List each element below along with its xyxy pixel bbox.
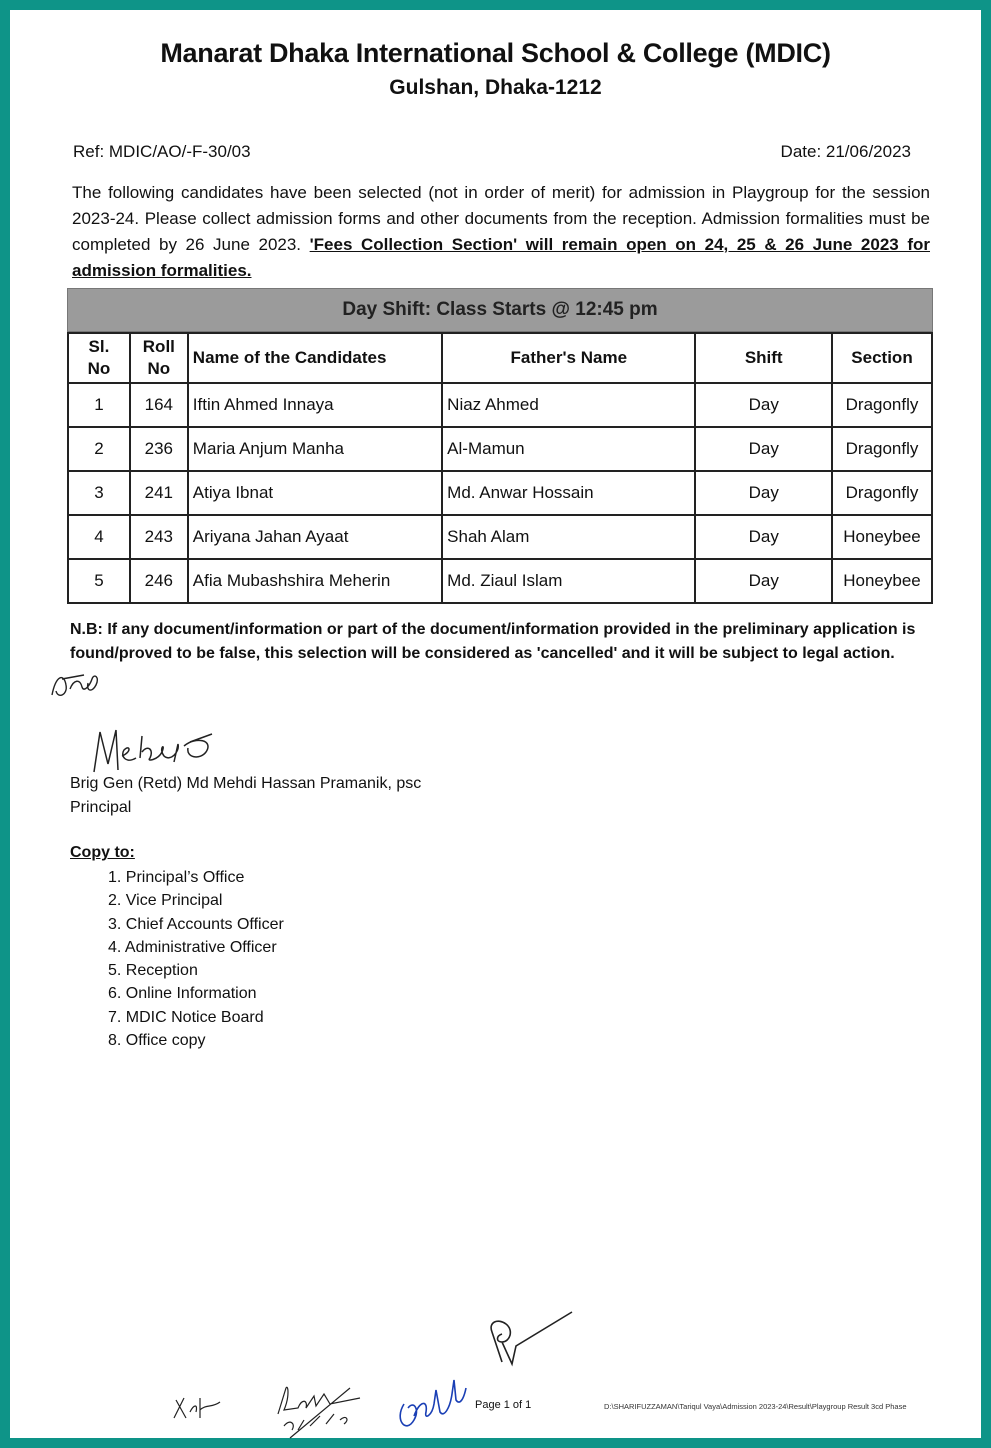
cell-sl: 5: [68, 559, 130, 603]
table-row: [68, 515, 932, 559]
cell-name: Afia Mubashshira Meherin: [188, 559, 442, 603]
signatory-block: [70, 772, 421, 820]
cell-father: Shah Alam: [442, 515, 695, 559]
copy-to-item: 3. Chief Accounts Officer: [108, 915, 284, 933]
reference-number: Ref: MDIC/AO/-F-30/03: [73, 142, 251, 161]
table-row: [68, 471, 932, 515]
col-header-name: Name of the Candidates: [188, 333, 442, 383]
cell-shift: Day: [695, 427, 832, 471]
cell-section: Dragonfly: [832, 383, 932, 427]
table-header-row: [68, 333, 932, 383]
col-header-sl: Sl. No: [68, 333, 130, 383]
cell-roll: 246: [130, 559, 188, 603]
copy-to-item: 7. MDIC Notice Board: [108, 1008, 264, 1026]
cell-section: Honeybee: [832, 559, 932, 603]
cell-roll: 236: [130, 427, 188, 471]
cell-roll: 241: [130, 471, 188, 515]
cell-shift: Day: [695, 471, 832, 515]
cell-sl: 4: [68, 515, 130, 559]
signatory-name: Brig Gen (Retd) Md Mehdi Hassan Pramanik, psc: [70, 775, 422, 792]
col-header-shift: Shift: [695, 333, 832, 383]
cell-roll: 243: [130, 515, 188, 559]
cell-name: Ariyana Jahan Ayaat: [188, 515, 442, 559]
col-header-father: Father's Name: [442, 333, 695, 383]
cell-shift: Day: [695, 559, 832, 603]
col-header-roll: Roll No: [130, 333, 188, 383]
footer-signature-3-icon: [472, 1302, 582, 1382]
signatory-title: Principal: [70, 799, 132, 816]
copy-to-item: 1. Principal’s Office: [108, 869, 245, 886]
table-row: [68, 383, 932, 427]
school-address: Gulshan, Dhaka-1212: [389, 76, 602, 99]
copy-to-item: 4. Administrative Officer: [108, 938, 277, 956]
document-date: Date: 21/06/2023: [780, 142, 911, 161]
candidates-table: [67, 332, 933, 604]
cell-shift: Day: [695, 383, 832, 427]
intro-emphasis: 'Fees Collection Section' will remain open on 24, 25 & 26 June 2023 for admission formalities.: [72, 235, 930, 280]
copy-to-item: 6. Online Information: [108, 985, 257, 1003]
cell-sl: 1: [68, 383, 130, 427]
document-page: [10, 10, 981, 1438]
footer-signature-1-icon: [170, 1390, 230, 1425]
page-number: Page 1 of 1: [475, 1399, 532, 1411]
initials-signature-icon: [44, 665, 104, 705]
cell-name: Maria Anjum Manha: [188, 427, 442, 471]
copy-to-item: 2. Vice Principal: [108, 892, 223, 910]
cell-sl: 3: [68, 471, 130, 515]
cell-name: Atiya Ibnat: [188, 471, 442, 515]
copy-to-title: Copy to:: [70, 844, 135, 861]
copy-to-list: [108, 866, 284, 1052]
cell-father: Al-Mamun: [442, 427, 695, 471]
candidates-table-wrapper: [67, 288, 933, 604]
intro-paragraph: [72, 180, 930, 284]
cell-section: Dragonfly: [832, 471, 932, 515]
file-path: D:\SHARIFUZZAMAN\Tariqul Vaya\Admission 2023-24\Result\Playgroup Result 3cd Phase: [604, 1402, 907, 1411]
cell-shift: Day: [695, 515, 832, 559]
cell-roll: 164: [130, 383, 188, 427]
copy-to-item: 8. Office copy: [108, 1032, 206, 1050]
cell-name: Iftin Ahmed Innaya: [188, 383, 442, 427]
intro-text: The following candidates have been selected (not in order of merit) for admission in Playgroup for the session 2023-24. Please collect admission forms and other documents from the reception. Admission formalities must be completed by 26 June 2023.: [72, 183, 930, 254]
col-header-section: Section: [832, 333, 932, 383]
cell-father: Niaz Ahmed: [442, 383, 695, 427]
cell-father: Md. Anwar Hossain: [442, 471, 695, 515]
cell-section: Honeybee: [832, 515, 932, 559]
table-caption: Day Shift: Class Starts @ 12:45 pm: [67, 288, 933, 332]
footer-signature-2-icon: [270, 1380, 380, 1440]
footer-signature-blue-icon: [390, 1360, 480, 1440]
school-name: Manarat Dhaka International School & College (MDIC): [160, 38, 831, 68]
copy-to-item: 5. Reception: [108, 962, 198, 980]
cell-sl: 2: [68, 427, 130, 471]
cell-father: Md. Ziaul Islam: [442, 559, 695, 603]
table-row: [68, 559, 932, 603]
cell-section: Dragonfly: [832, 427, 932, 471]
note-paragraph: N.B: If any document/information or part of the document/information provided in the preliminary application is found/proved to be false, this selection will be considered as 'cancelled' and it will be subject to legal action.: [70, 621, 916, 662]
table-row: [68, 427, 932, 471]
